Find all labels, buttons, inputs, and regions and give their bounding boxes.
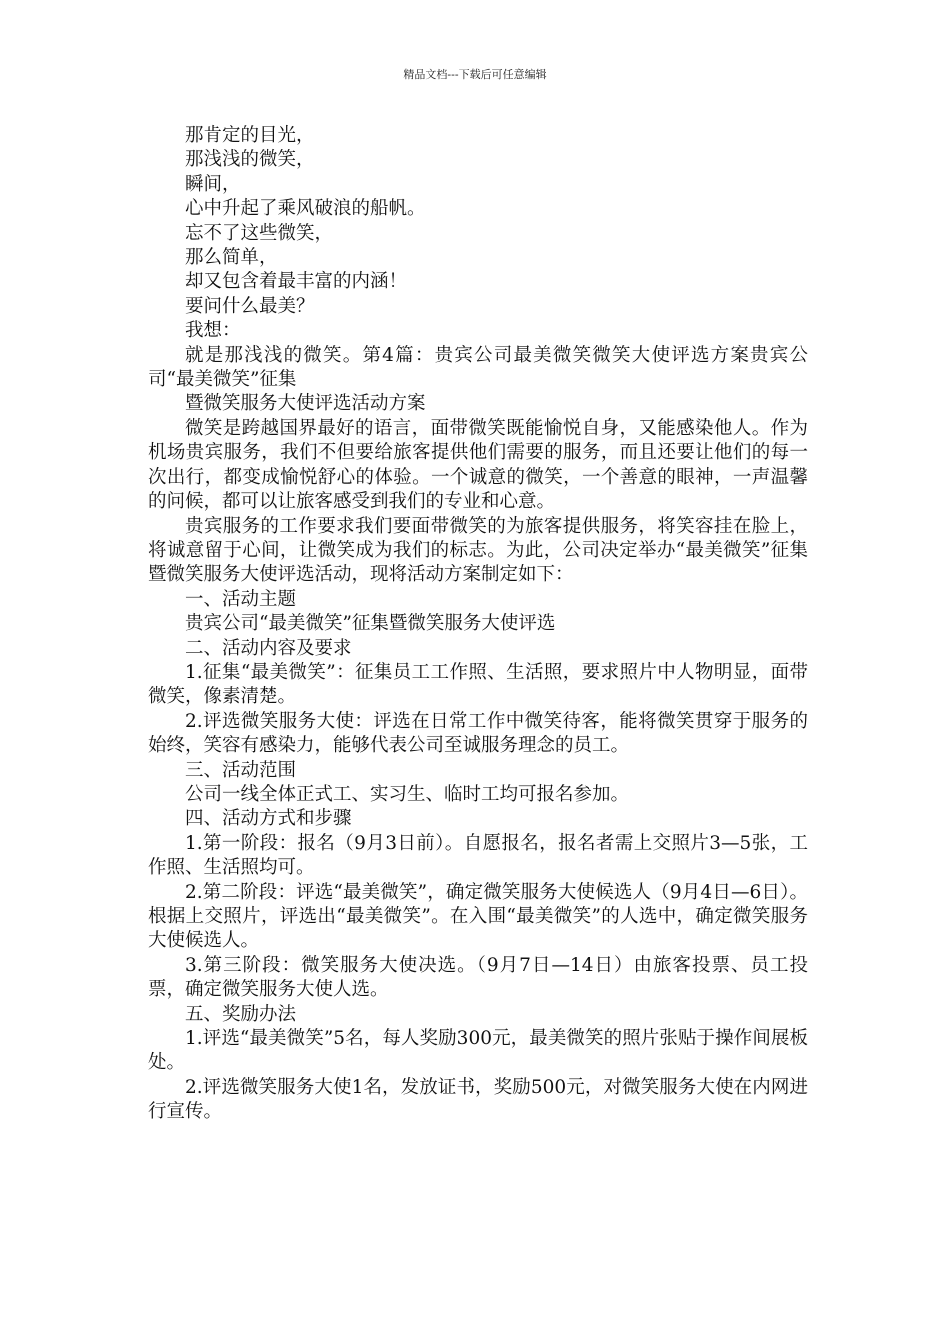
list-item: 2.评选微笑服务大使：评选在日常工作中微笑待客，能将微笑贯穿于服务的始终，笑容有感染力，能够代表公司至诚服务理念的员工。	[148, 710, 808, 757]
list-item: 1.第一阶段：报名（9月3日前）。自愿报名，报名者需上交照片3—5张，工作照、生活照均可。	[148, 832, 808, 879]
section-heading: 三、活动范围	[185, 759, 297, 781]
section-heading: 五、奖励办法	[185, 1003, 297, 1025]
document-body	[148, 124, 808, 1125]
section-heading: 一、活动主题	[185, 588, 297, 610]
plan-subtitle: 暨微笑服务大使评选活动方案	[185, 393, 426, 415]
list-item: 2.第二阶段：评选“最美微笑”，确定微笑服务大使候选人（9月4日—6日）。根据上交照片，评选出“最美微笑”。在入围“最美微笑”的人选中，确定微笑服务大使候选人。	[148, 881, 808, 952]
poem-line: 那浅浅的微笑，	[185, 149, 315, 171]
poem-line: 要问什么最美？	[185, 295, 315, 317]
list-item: 1.征集“最美微笑”：征集员工工作照、生活照，要求照片中人物明显，面带微笑，像素清楚。	[148, 661, 808, 708]
list-item: 3.第三阶段：微笑服务大使决选。（9月7日—14日）由旅客投票、员工投票，确定微笑服务大使人选。	[148, 954, 808, 1001]
poem-line: 那么简单，	[185, 247, 278, 269]
poem-line: 瞬间，	[185, 173, 241, 195]
poem-line: 却又包含着最丰富的内涵！	[185, 271, 408, 293]
poem-line: 心中升起了乘风破浪的船帆。	[185, 198, 426, 220]
section-heading: 四、活动方式和步骤	[185, 808, 352, 830]
body-paragraph: 微笑是跨越国界最好的语言，面带微笑既能愉悦自身，又能感染他人。作为机场贵宾服务，我们不但要给旅客提供他们需要的服务，而且还要让他们的每一次出行，都变成愉悦舒心的体验。一个诚意的微笑，一个善意的眼神，一声温馨的问候，都可以让旅客感受到我们的专业和心意。	[148, 417, 808, 513]
body-paragraph: 贵宾公司“最美微笑”征集暨微笑服务大使评选	[185, 613, 556, 635]
poem-line: 那肯定的目光，	[185, 125, 315, 146]
list-item: 2.评选微笑服务大使1名，发放证书，奖励500元，对微笑服务大使在内网进行宣传。	[148, 1076, 808, 1123]
body-paragraph: 公司一线全体正式工、实习生、临时工均可报名参加。	[185, 783, 630, 805]
poem-line: 忘不了这些微笑，	[185, 222, 334, 244]
section-title-paragraph: 就是那浅浅的微笑。第4篇：贵宾公司最美微笑微笑大使评选方案贵宾公司“最美微笑”征集	[148, 344, 808, 391]
list-item: 1.评选“最美微笑”5名，每人奖励300元，最美微笑的照片张贴于操作间展板处。	[148, 1028, 808, 1074]
body-paragraph: 贵宾服务的工作要求我们要面带微笑的为旅客提供服务，将笑容挂在脸上，将诚意留于心间，让微笑成为我们的标志。为此，公司决定举办“最美微笑”征集暨微笑服务大使评选活动，现将活动方案制定如下：	[148, 515, 808, 586]
section-heading: 二、活动内容及要求	[185, 637, 352, 659]
page-header: 精品文档---下载后可任意编辑	[403, 68, 547, 81]
poem-line: 我想：	[185, 320, 241, 342]
